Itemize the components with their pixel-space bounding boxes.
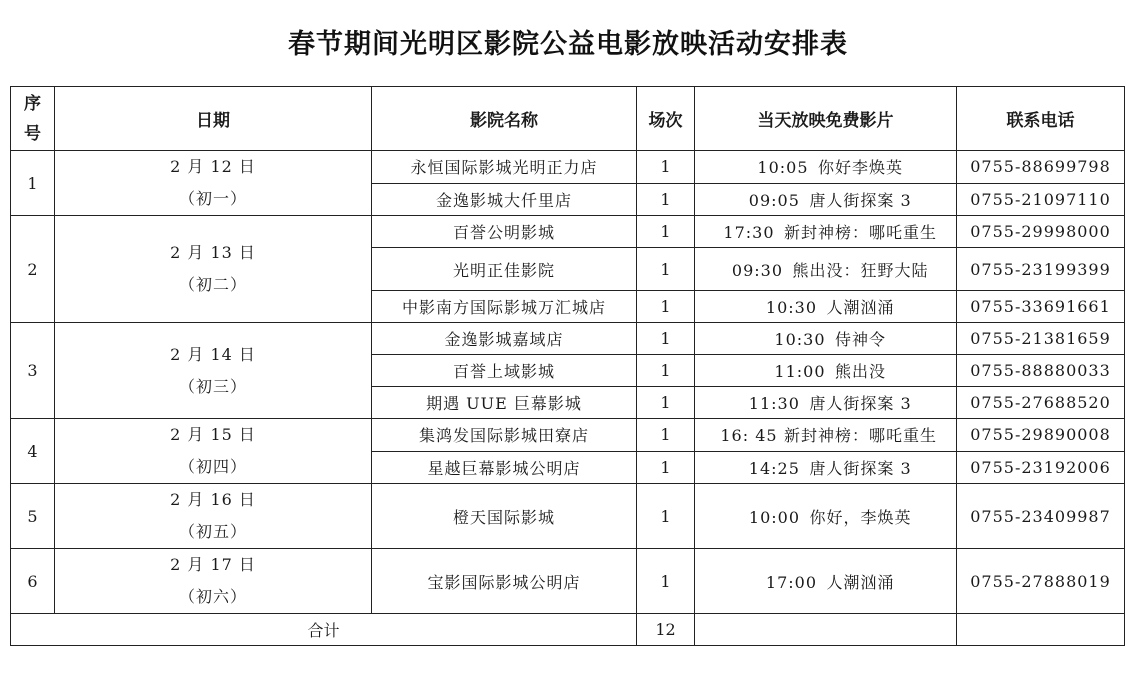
film-title: 人潮汹涌: [826, 572, 895, 592]
cinema-name: 金逸影城嘉域店: [372, 323, 637, 355]
table-row: [11, 484, 1125, 549]
show-time: 14:25: [748, 458, 800, 478]
total-row: [11, 614, 1125, 646]
row-seq: 5: [11, 484, 55, 549]
show-time: 10:30: [765, 298, 818, 317]
date-text: 2 月 13 日: [170, 243, 256, 262]
session-count: 1: [637, 387, 695, 419]
date-text: 2 月 15 日: [170, 425, 256, 444]
show-time: 16: 45: [720, 426, 778, 446]
film-cell: [695, 419, 957, 452]
show-time: 11:30: [748, 394, 800, 413]
total-sessions: 12: [637, 614, 695, 646]
header-date: 日期: [55, 87, 372, 151]
lunar-date-text: （初一）: [178, 189, 247, 208]
cinema-name: 期遇 UUE 巨幕影城: [372, 387, 637, 419]
header-row: [11, 87, 1125, 151]
phone-number: 0755-33691661: [957, 291, 1125, 323]
show-time: 17:00: [765, 572, 818, 592]
show-time: 09:05: [748, 190, 800, 210]
phone-number: 0755-23192006: [957, 451, 1125, 484]
table-row: [11, 549, 1125, 614]
cinema-name: 百誉公明影城: [372, 216, 637, 248]
row-seq: 2: [11, 216, 55, 323]
phone-number: 0755-23199399: [957, 248, 1125, 291]
film-title: 人潮汹涌: [826, 298, 895, 317]
session-count: 1: [637, 323, 695, 355]
table-row: [11, 419, 1125, 452]
film-cell: [695, 151, 957, 184]
film-title: 唐人街探案 3: [809, 394, 912, 413]
film-title: 熊出没: [834, 362, 886, 381]
page-title: 春节期间光明区影院公益电影放映活动安排表: [288, 29, 848, 60]
phone-number: 0755-23409987: [957, 484, 1125, 549]
cinema-name: 集鸿发国际影城田寮店: [372, 419, 637, 452]
film-cell: [695, 216, 957, 248]
lunar-date-text: （初五）: [178, 522, 247, 541]
header-seq: 序 号: [11, 87, 55, 151]
phone-number: 0755-88880033: [957, 355, 1125, 387]
session-count: 1: [637, 419, 695, 452]
header-sessions: 场次: [637, 87, 695, 151]
lunar-date-text: （初四）: [178, 457, 247, 476]
session-count: 1: [637, 291, 695, 323]
session-count: 1: [637, 355, 695, 387]
session-count: 1: [637, 451, 695, 484]
row-seq: 4: [11, 419, 55, 484]
date-text: 2 月 16 日: [170, 490, 256, 509]
show-time: 09:30: [731, 260, 784, 280]
film-title: 熊出没：狂野大陆: [792, 260, 929, 280]
total-empty-phone: [957, 614, 1125, 646]
schedule-table: [10, 86, 1125, 646]
lunar-date-text: （初六）: [178, 587, 247, 606]
show-time: 11:00: [774, 362, 826, 381]
date-text: 2 月 12 日: [170, 157, 256, 176]
film-cell: [695, 248, 957, 291]
film-cell: [695, 387, 957, 419]
show-time: 10:05: [757, 158, 809, 178]
phone-number: 0755-27888019: [957, 549, 1125, 614]
lunar-date-text: （初二）: [178, 275, 247, 294]
total-empty-film: [695, 614, 957, 646]
row-date: [55, 419, 372, 484]
film-cell: [695, 549, 957, 614]
cinema-name: 宝影国际影城公明店: [372, 549, 637, 614]
phone-number: 0755-21097110: [957, 183, 1125, 216]
session-count: 1: [637, 216, 695, 248]
cinema-name: 百誉上域影城: [372, 355, 637, 387]
phone-number: 0755-29890008: [957, 419, 1125, 452]
film-title: 唐人街探案 3: [809, 458, 912, 478]
date-text: 2 月 14 日: [170, 344, 256, 364]
row-date: [55, 484, 372, 549]
cinema-name: 橙天国际影城: [372, 484, 637, 549]
cinema-name: 中影南方国际影城万汇城店: [372, 291, 637, 323]
phone-number: 0755-29998000: [957, 216, 1125, 248]
phone-number: 0755-88699798: [957, 151, 1125, 184]
cinema-name: 星越巨幕影城公明店: [372, 451, 637, 484]
table-row: [11, 151, 1125, 184]
table-row: [11, 216, 1125, 248]
film-title: 你好李焕英: [817, 158, 903, 178]
film-title: 你好，李焕英: [809, 507, 912, 527]
header-cinema: 影院名称: [372, 87, 637, 151]
show-time: 17:30: [723, 223, 775, 242]
header-film: 当天放映免费影片: [695, 87, 957, 151]
table-row: [11, 323, 1125, 355]
film-cell: [695, 291, 957, 323]
show-time: 10:00: [748, 507, 801, 527]
film-title: 唐人街探案 3: [809, 190, 912, 210]
row-date: [55, 549, 372, 614]
session-count: 1: [637, 549, 695, 614]
cinema-name: 永恒国际影城光明正力店: [372, 151, 637, 184]
row-seq: 1: [11, 151, 55, 216]
phone-number: 0755-27688520: [957, 387, 1125, 419]
film-title: 侍神令: [834, 330, 886, 349]
session-count: 1: [637, 484, 695, 549]
header-phone: 联系电话: [957, 87, 1125, 151]
film-cell: [695, 355, 957, 387]
row-date: [55, 151, 372, 216]
film-title: 新封神榜：哪吒重生: [783, 223, 937, 242]
total-label: 合计: [11, 614, 637, 646]
date-text: 2 月 17 日: [170, 555, 256, 574]
session-count: 1: [637, 151, 695, 184]
film-cell: [695, 323, 957, 355]
row-date: [55, 216, 372, 323]
lunar-date-text: （初三）: [178, 376, 247, 396]
row-seq: 3: [11, 323, 55, 419]
session-count: 1: [637, 248, 695, 291]
cinema-name: 金逸影城大仟里店: [372, 183, 637, 216]
schedule-body: [11, 151, 1125, 614]
film-cell: [695, 451, 957, 484]
session-count: 1: [637, 183, 695, 216]
phone-number: 0755-21381659: [957, 323, 1125, 355]
film-cell: [695, 183, 957, 216]
show-time: 10:30: [774, 330, 826, 349]
row-date: [55, 323, 372, 419]
film-cell: [695, 484, 957, 549]
cinema-name: 光明正佳影院: [372, 248, 637, 291]
film-title: 新封神榜：哪吒重生: [783, 426, 937, 446]
row-seq: 6: [11, 549, 55, 614]
